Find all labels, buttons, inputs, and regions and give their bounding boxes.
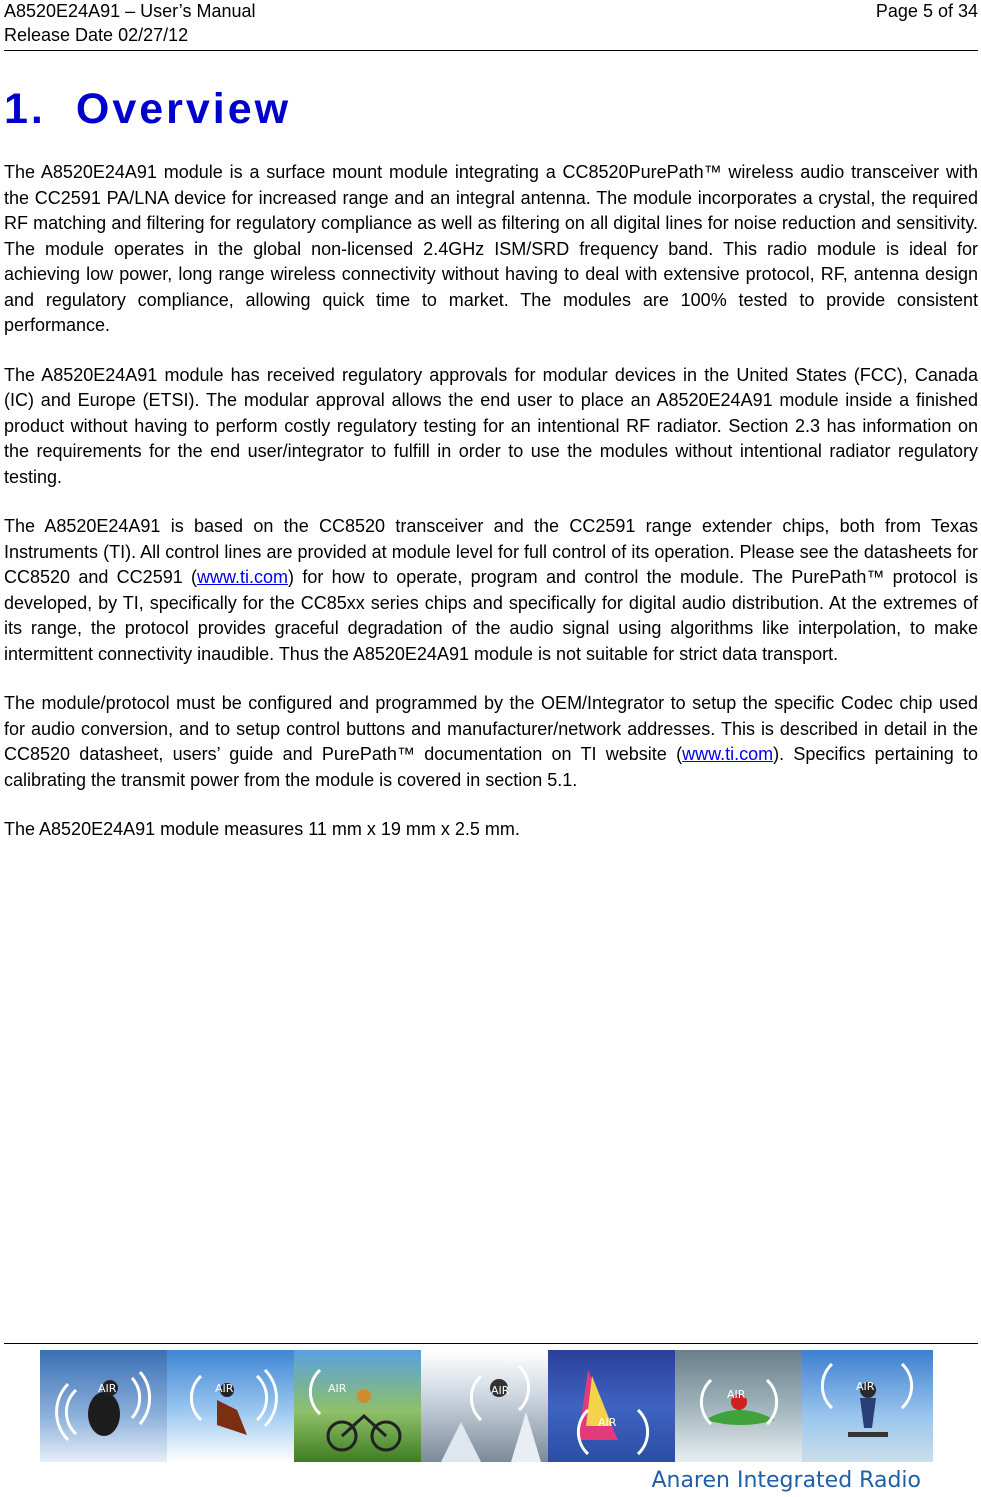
body-text [4,160,978,867]
paragraph-4 [4,691,978,793]
paragraph-3-text-a: The A8520E24A91 is based on the CC8520 transceiver and the CC2591 range extender chips, both from Texas Instruments (TI). All control lines are provided at module level for full control of its operation. Please see the datasheets for CC8520 and CC2591 ( [4,516,978,587]
snowboarder-tree-image [421,1350,548,1462]
air-label: AIR [491,1384,510,1397]
air-label: AIR [215,1382,234,1395]
paragraph-3-text-b: ) for how to operate, program and control the module. The PurePath™ protocol is developed, by TI, specifically for the CC85xx series chips and specifically for digital audio distribution. At the extremes of its range, the protocol provides graceful degradation of the audio signal using algorithms like interpolation, to make intermittent connectivity inaudible. Thus the A8520E24A91 module is not suitable for strict data transport. [4,567,978,664]
kayaker-image [675,1350,802,1462]
skier-image [167,1350,294,1462]
section-title: Overview [75,85,292,133]
footer-divider [4,1343,978,1344]
paragraph-3 [4,514,978,667]
page-header [4,0,978,51]
footer-banner [40,1350,933,1462]
paragraph-4-text-a: The module/protocol must be configured and programmed by the OEM/Integrator to setup the specific Codec chip used for audio conversion, and to setup control buttons and manufacturer/network addresses. This is described in detail in the CC8520 datasheet, users’ guide and PurePath™ documentation on TI website ( [4,693,978,764]
air-label: AIR [856,1380,875,1393]
manual-title: A8520E24A91 – User’s Manual [4,1,256,21]
air-label: AIR [598,1416,617,1429]
banner-panel-windsurf [548,1350,675,1462]
ti-link-2[interactable]: www.ti.com [682,744,774,764]
banner-panel-bike [294,1350,421,1462]
banner-panel-snow [421,1350,548,1462]
banner-panel-kayak [675,1350,802,1462]
cyclist-image [294,1350,421,1462]
air-label: AIR [98,1382,117,1395]
paragraph-4-text-b: ). Specifics pertaining to calibrating the transmit power from the module is covered in section 5.1. [4,744,979,790]
banner-panel-snowboard [40,1350,167,1462]
skateboarder-image [802,1350,933,1462]
paragraph-1: The A8520E24A91 module is a surface mount module integrating a CC8520PurePath™ wireless audio transceiver with the CC2591 PA/LNA device for increased range and an integral antenna. The module incorporates a crystal, the required RF matching and filtering for regulatory compliance as well as filtering on all digital lines for noise reduction and sensitivity. The module operates in the global non-licensed 2.4GHz ISM/SRD frequency band. This radio module is ideal for achieving low power, long range wireless connectivity without having to deal with extensive protocol, RF, antenna design and regulatory compliance, allowing quick time to market. The modules are 100% tested to provide consistent performance. [4,162,978,335]
air-label: AIR [328,1382,347,1395]
release-date: Release Date 02/27/12 [4,25,189,45]
section-heading [4,84,291,134]
paragraph-5: The A8520E24A91 module measures 11 mm x 19 mm x 2.5 mm. [4,819,520,839]
brand-name: Anaren Integrated Radio [651,1468,921,1493]
snowboarder-image [40,1350,167,1462]
paragraph-2: The A8520E24A91 module has received regulatory approvals for modular devices in the United States (FCC), Canada (IC) and Europe (ETSI). The modular approval allows the end user to place an A8520E24A91 module inside a finished product without having to perform costly regulatory testing for an intentional RF radiator. Section 2.3 has information on the requirements for the end user/integrator to fulfill in order to use the modules without intentional radiator regulatory testing. [4,364,978,487]
banner-panel-skate [802,1350,933,1462]
ti-link[interactable]: www.ti.com [197,567,289,587]
page-number: Page 5 of 34 [875,1,978,21]
section-number: 1. [4,85,46,133]
air-label: AIR [727,1388,746,1401]
banner-panel-ski [167,1350,294,1462]
windsurfer-image [548,1350,675,1462]
